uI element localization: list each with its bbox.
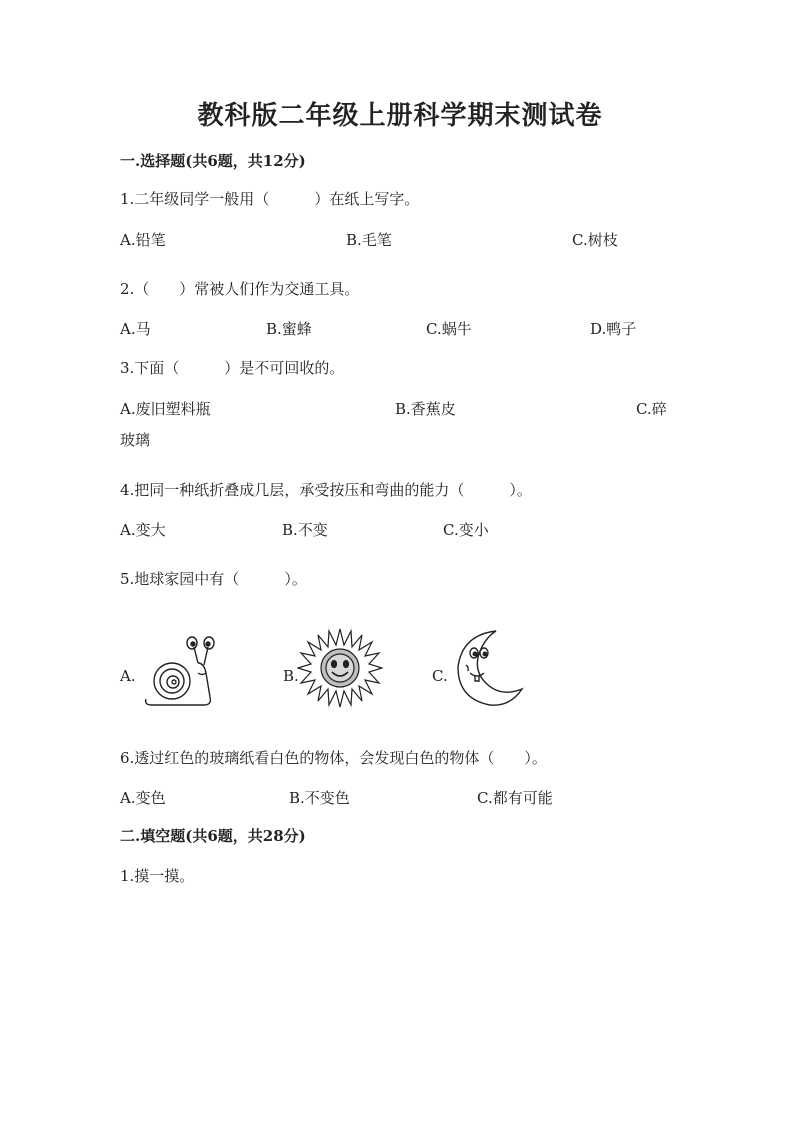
sun-icon [297, 625, 383, 711]
q5-option-c-label: C. [432, 667, 448, 685]
q2-option-d[interactable]: D.鸭子 [590, 320, 637, 338]
fill-question-1: 1.摸一摸。 [120, 867, 195, 885]
q6-option-c[interactable]: C.都有可能 [477, 789, 553, 807]
q5-option-a-label: A. [120, 667, 136, 685]
question-6: 6.透过红色的玻璃纸看白色的物体，会发现白色的物体（ ）。 [120, 749, 547, 767]
q2-option-c[interactable]: C.蜗牛 [426, 320, 472, 338]
question-3: 3.下面（ ）是不可回收的。 [120, 359, 345, 377]
question-4: 4.把同一种纸折叠成几层，承受按压和弯曲的能力（ ）。 [120, 481, 532, 499]
q2-option-a[interactable]: A.马 [120, 320, 151, 338]
q2-option-b[interactable]: B.蜜蜂 [266, 320, 312, 338]
question-1: 1.二年级同学一般用（ ）在纸上写字。 [120, 190, 420, 208]
q3-option-c-wrap: 玻璃 [120, 431, 151, 449]
q5-option-a[interactable] [120, 625, 230, 725]
q6-option-a[interactable]: A.变色 [120, 789, 166, 807]
q5-option-b-label: B. [283, 667, 299, 685]
q1-option-c[interactable]: C.树枝 [572, 231, 618, 249]
q4-option-c[interactable]: C.变小 [443, 521, 489, 539]
q5-option-b[interactable] [283, 625, 393, 725]
moon-icon [444, 627, 526, 709]
q6-option-b[interactable]: B.不变色 [289, 789, 350, 807]
q1-option-a[interactable]: A.铅笔 [120, 231, 166, 249]
q3-option-c[interactable]: C.碎 [636, 400, 667, 418]
q1-option-b[interactable]: B.毛笔 [346, 231, 392, 249]
section-heading-choice: 一.选择题(共6题，共12分) [120, 152, 306, 170]
snail-icon [138, 633, 218, 713]
q3-option-a[interactable]: A.废旧塑料瓶 [120, 400, 211, 418]
section-heading-fill: 二.填空题(共6题，共28分) [120, 827, 306, 845]
q4-option-a[interactable]: A.变大 [120, 521, 166, 539]
question-2: 2.（ ）常被人们作为交通工具。 [120, 280, 360, 298]
q4-option-b[interactable]: B.不变 [282, 521, 328, 539]
q5-option-c[interactable] [432, 625, 542, 725]
q3-option-b[interactable]: B.香蕉皮 [395, 400, 456, 418]
question-5: 5.地球家园中有（ ）。 [120, 570, 307, 588]
page-title: 教科版二年级上册科学期末测试卷 [197, 101, 603, 131]
